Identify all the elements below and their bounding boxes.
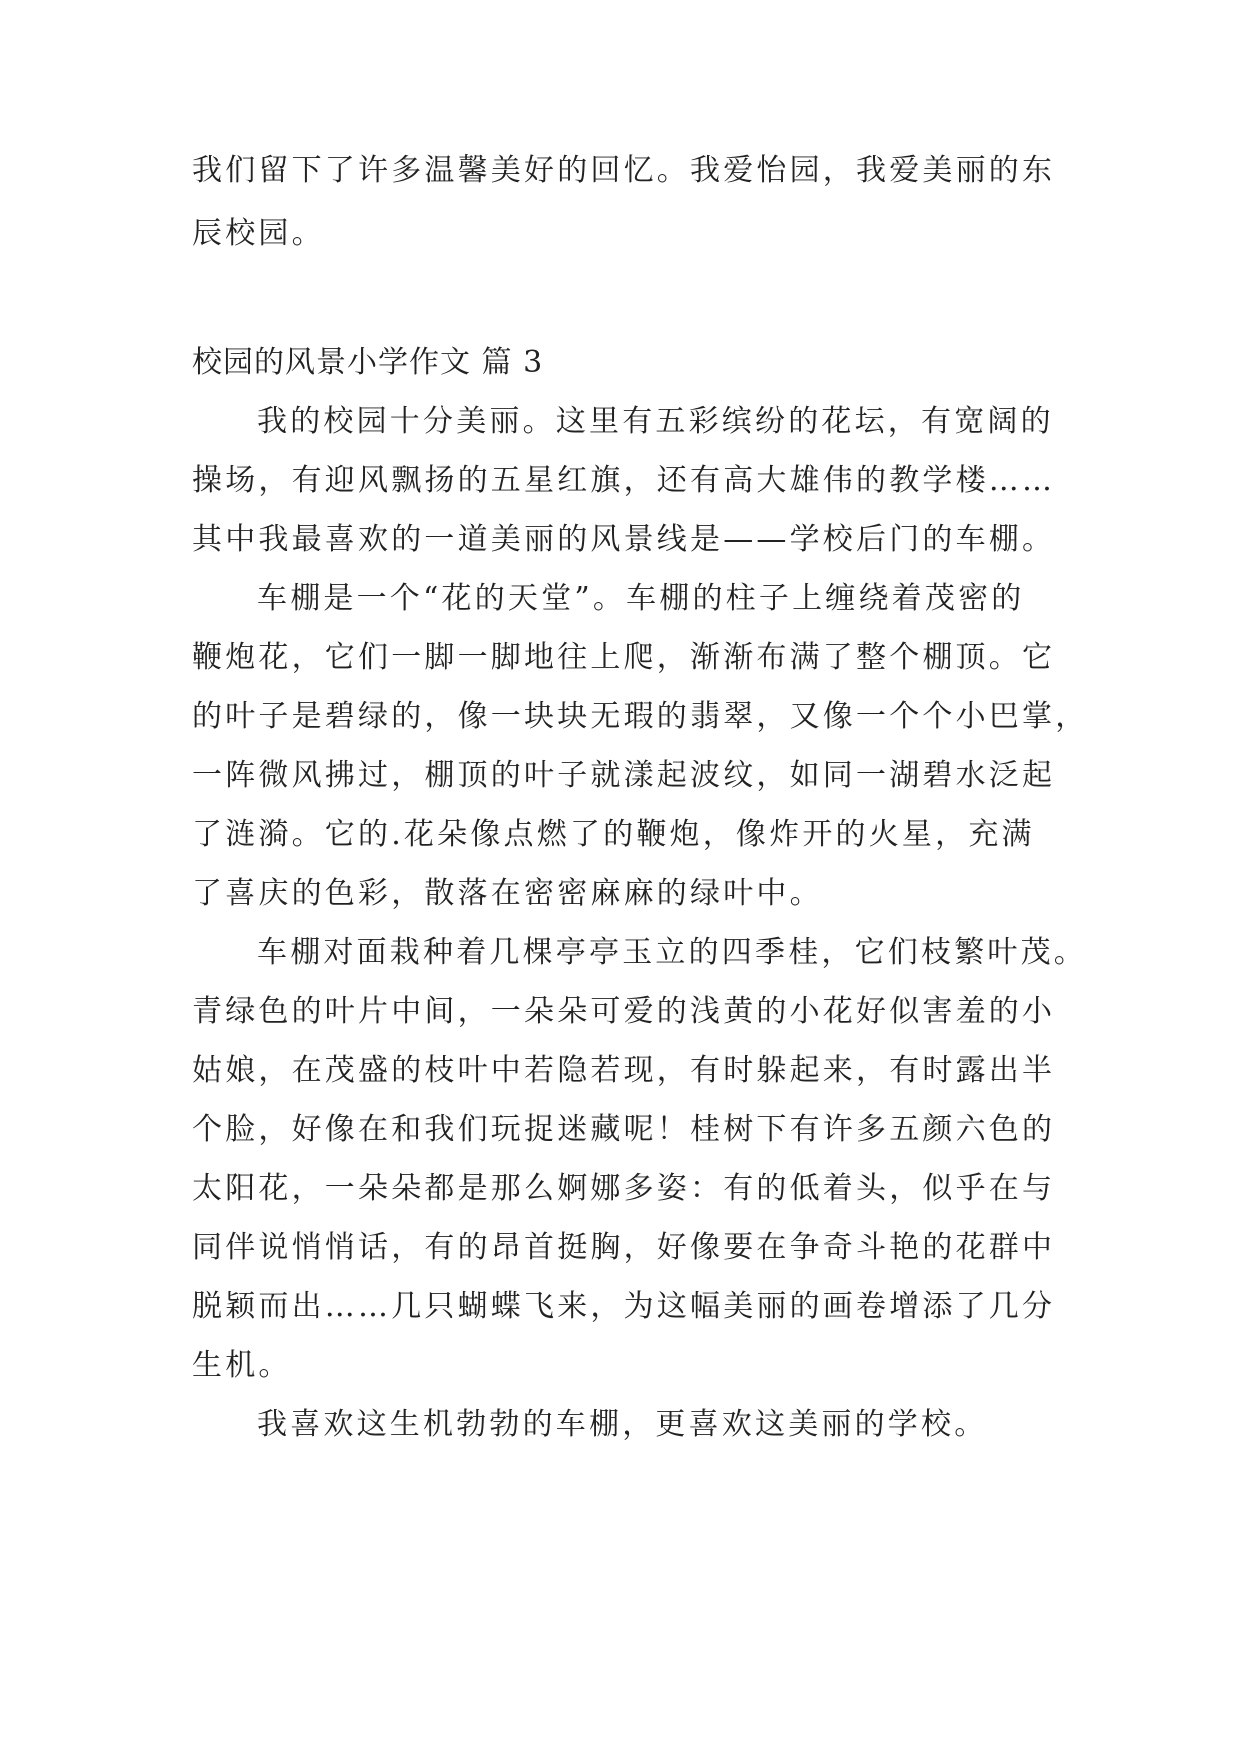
text-line: 脱颖而出……几只蝴蝶飞来，为这幅美丽的画卷增添了几分 bbox=[192, 1289, 1056, 1324]
text-line: 了涟漪。它的.花朵像点燃了的鞭炮，像炸开的火星，充满 bbox=[192, 817, 1035, 852]
text-line: 我喜欢这生机勃勃的车棚，更喜欢这美丽的学校。 bbox=[257, 1407, 988, 1442]
text-line: 车棚是一个“花的天堂”。车棚的柱子上缠绕着茂密的 bbox=[257, 581, 1025, 616]
text-line: 个脸，好像在和我们玩捉迷藏呢！桂树下有许多五颜六色的 bbox=[192, 1112, 1056, 1147]
text-line: 了喜庆的色彩，散落在密密麻麻的绿叶中。 bbox=[192, 876, 823, 911]
text-line: 辰校园。 bbox=[192, 216, 325, 251]
section-title: 校园的风景小学作文 篇 3 bbox=[192, 345, 544, 380]
text-line: 生机。 bbox=[192, 1348, 292, 1383]
text-line: 同伴说悄悄话，有的昂首挺胸，好像要在争奇斗艳的花群中 bbox=[192, 1230, 1056, 1265]
text-line: 青绿色的叶片中间，一朵朵可爱的浅黄的小花好似害羞的小 bbox=[192, 994, 1056, 1029]
text-line: 的叶子是碧绿的，像一块块无瑕的翡翠，又像一个个小巴掌， bbox=[192, 699, 1089, 734]
text-line: 其中我最喜欢的一道美丽的风景线是——学校后门的车棚。 bbox=[192, 522, 1056, 557]
text-line: 我们留下了许多温馨美好的回忆。我爱怡园，我爱美丽的东 bbox=[192, 153, 1056, 188]
text-line: 太阳花，一朵朵都是那么婀娜多姿：有的低着头，似乎在与 bbox=[192, 1171, 1056, 1206]
text-line: 车棚对面栽种着几棵亭亭玉立的四季桂，它们枝繁叶茂。 bbox=[257, 935, 1087, 970]
text-line: 鞭炮花，它们一脚一脚地往上爬，渐渐布满了整个棚顶。它 bbox=[192, 640, 1056, 675]
text-line: 姑娘，在茂盛的枝叶中若隐若现，有时躲起来，有时露出半 bbox=[192, 1053, 1056, 1088]
text-line: 一阵微风拂过，棚顶的叶子就漾起波纹，如同一湖碧水泛起 bbox=[192, 758, 1056, 793]
text-line: 操场，有迎风飘扬的五星红旗，还有高大雄伟的教学楼…… bbox=[192, 463, 1056, 498]
text-line: 我的校园十分美丽。这里有五彩缤纷的花坛，有宽阔的 bbox=[257, 404, 1054, 439]
